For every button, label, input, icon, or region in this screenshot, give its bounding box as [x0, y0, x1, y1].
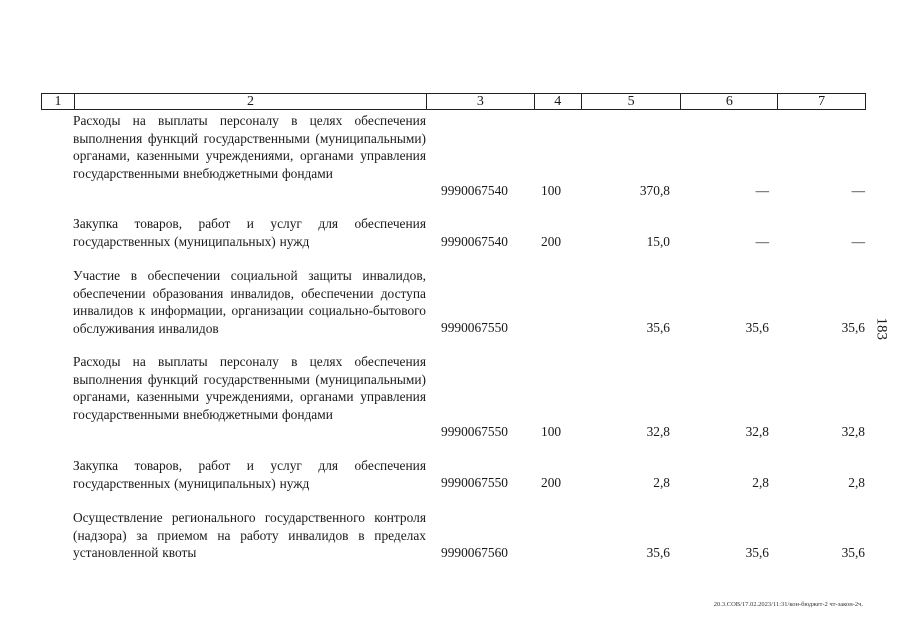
row-description: Расходы на выплаты персоналу в целях обеспечения выполнения функций государственными (муниципальными) органами, казенными учреждениями, органами управления государственными внебюджетными фондами: [73, 354, 426, 422]
row-expense-type: 100: [541, 183, 562, 198]
row-description: Расходы на выплаты персоналу в целях обеспечения выполнения функций государственными (муниципальными) органами, казенными учреждениями, органами управления государственными внебюджетными фондами: [73, 113, 426, 181]
row-target-code: 9990067550: [441, 320, 508, 335]
row-value-col6: —: [755, 234, 769, 249]
row-value-col6: 35,6: [745, 545, 769, 560]
row-value-col5: 370,8: [639, 183, 670, 198]
row-value-col5: 35,6: [646, 545, 670, 560]
row-value-col7: —: [851, 234, 865, 249]
column-header-7: 7: [777, 94, 865, 109]
column-header-1: 1: [54, 94, 62, 109]
column-header-5: 5: [581, 94, 681, 109]
row-target-code: 9990067540: [441, 234, 508, 249]
table-header: [41, 93, 866, 110]
row-description: Закупка товаров, работ и услуг для обеспечения государственных (муниципальных) нужд: [73, 458, 426, 491]
row-value-col5: 15,0: [646, 234, 670, 249]
row-value-col6: —: [755, 183, 769, 198]
column-header-4: 4: [534, 94, 581, 109]
row-value-col6: 2,8: [752, 475, 769, 490]
column-header-2: 2: [74, 94, 426, 109]
row-target-code: 9990067550: [441, 475, 508, 490]
row-value-col7: 35,6: [841, 320, 865, 335]
row-expense-type: 200: [541, 234, 562, 249]
row-expense-type: 200: [541, 475, 562, 490]
row-value-col7: 32,8: [841, 424, 865, 439]
row-value-col7: 2,8: [848, 475, 865, 490]
row-target-code: 9990067540: [441, 183, 508, 198]
row-description: Осуществление регионального государственного контроля (надзора) за приемом на работу инвалидов в пределах установленной квоты: [73, 510, 426, 560]
row-target-code: 9990067560: [441, 545, 508, 560]
footer-document-code: 20.3.СОВ/17.02.2023/11:31/кон-бюджет-2 чт-закон-2ч.: [713, 601, 863, 608]
column-header-6: 6: [680, 94, 777, 109]
row-value-col5: 2,8: [653, 475, 670, 490]
row-value-col7: 35,6: [841, 545, 865, 560]
column-header-3: 3: [426, 94, 534, 109]
row-target-code: 9990067550: [441, 424, 508, 439]
row-description: Закупка товаров, работ и услуг для обеспечения государственных (муниципальных) нужд: [73, 216, 426, 249]
row-description: Участие в обеспечении социальной защиты инвалидов, обеспечении образования инвалидов, обеспечении доступа инвалидов к информации, организации социально-бытового обслуживания инвалидов: [73, 268, 426, 336]
row-value-col6: 35,6: [745, 320, 769, 335]
row-value-col7: —: [851, 183, 865, 198]
row-value-col6: 32,8: [745, 424, 769, 439]
row-expense-type: 100: [541, 424, 562, 439]
row-value-col5: 32,8: [646, 424, 670, 439]
page-number: 183: [873, 317, 890, 340]
row-value-col5: 35,6: [646, 320, 670, 335]
